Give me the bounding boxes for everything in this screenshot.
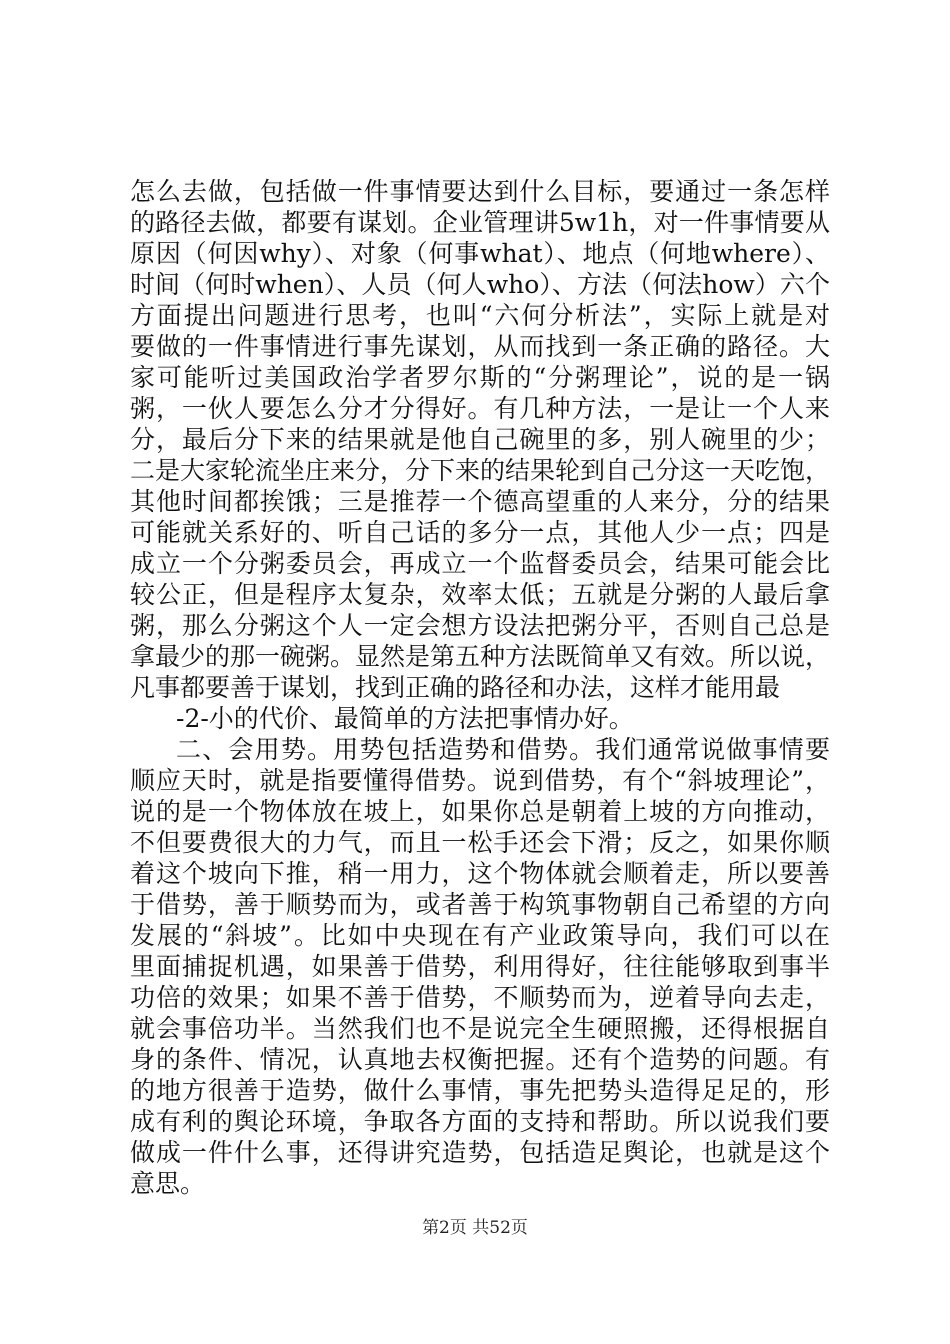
paragraph-line: 的地方很善于造势，做什么事情，事先把势头造得足足的，形 <box>130 1076 830 1105</box>
paragraph-line: 分，最后分下来的结果就是他自己碗里的多，别人碗里的少； <box>130 425 830 454</box>
paragraph-line: 家可能听过美国政治学者罗尔斯的“分粥理论”，说的是一锅 <box>130 363 830 392</box>
paragraph-line: 其他时间都挨饿；三是推荐一个德高望重的人来分，分的结果 <box>130 487 830 516</box>
paragraph-line: 做成一件什么事，还得讲究造势，包括造足舆论，也就是这个 <box>130 1138 830 1167</box>
page-footer: 第2页 共52页 <box>422 1218 528 1238</box>
paragraph-line: 怎么去做，包括做一件事情要达到什么目标，要通过一条怎样 <box>130 177 830 206</box>
paragraph-line: 较公正，但是程序太复杂，效率太低；五就是分粥的人最后拿 <box>130 580 830 609</box>
paragraph-line: 功倍的效果；如果不善于借势，不顺势而为，逆着导向去走， <box>130 983 830 1012</box>
paragraph-line: 原因（何因why）、对象（何事what）、地点（何地where）、 <box>130 239 830 268</box>
paragraph-line: 成立一个分粥委员会，再成立一个监督委员会，结果可能会比 <box>130 549 830 578</box>
paragraph-line: 时间（何时when）、人员（何人who）、方法（何法how）六个 <box>130 270 830 299</box>
paragraph-line: 意思。 <box>130 1169 206 1198</box>
paragraph-line: 的路径去做，都要有谋划。企业管理讲5w1h，对一件事情要从 <box>130 208 830 237</box>
paragraph-line: 成有利的舆论环境，争取各方面的支持和帮助。所以说我们要 <box>130 1107 830 1136</box>
paragraph-line: 于借势，善于顺势而为，或者善于构筑事物朝自己希望的方向 <box>130 890 830 919</box>
paragraph-line: 凡事都要善于谋划，找到正确的路径和办法，这样才能用最 <box>130 673 781 702</box>
paragraph-line: 说的是一个物体放在坡上，如果你总是朝着上坡的方向推动， <box>130 797 830 826</box>
paragraph-line: 二是大家轮流坐庄来分，分下来的结果轮到自己分这一天吃饱， <box>130 456 830 485</box>
paragraph-line: 要做的一件事情进行事先谋划，从而找到一条正确的路径。大 <box>130 332 830 361</box>
paragraph-line: 发展的“斜坡”。比如中央现在有产业政策导向，我们可以在 <box>130 921 830 950</box>
paragraph-line: 可能就关系好的、听自己话的多分一点，其他人少一点；四是 <box>130 518 830 547</box>
paragraph-line-page-marker: -2-小的代价、最简单的方法把事情办好。 <box>176 704 634 733</box>
paragraph-line: 不但要费很大的力气，而且一松手还会下滑；反之，如果你顺 <box>130 828 830 857</box>
paragraph-line: 拿最少的那一碗粥。显然是第五种方法既简单又有效。所以说， <box>130 642 830 671</box>
paragraph-line: 里面捕捉机遇，如果善于借势，利用得好，往往能够取到事半 <box>130 952 830 981</box>
paragraph-line: 粥，一伙人要怎么分才分得好。有几种方法，一是让一个人来 <box>130 394 830 423</box>
paragraph-line: 着这个坡向下推，稍一用力，这个物体就会顺着走，所以要善 <box>130 859 830 888</box>
paragraph-line: 身的条件、情况，认真地去权衡把握。还有个造势的问题。有 <box>130 1045 830 1074</box>
paragraph-line: 顺应天时，就是指要懂得借势。说到借势，有个“斜坡理论”， <box>130 766 830 795</box>
paragraph-line: 粥，那么分粥这个人一定会想方设法把粥分平，否则自己总是 <box>130 611 830 640</box>
paragraph-line: 就会事倍功半。当然我们也不是说完全生硬照搬，还得根据自 <box>130 1014 830 1043</box>
paragraph-line: 方面提出问题进行思考，也叫“六何分析法”，实际上就是对 <box>130 301 830 330</box>
section-heading-line: 二、会用势。用势包括造势和借势。我们通常说做事情要 <box>176 735 830 764</box>
